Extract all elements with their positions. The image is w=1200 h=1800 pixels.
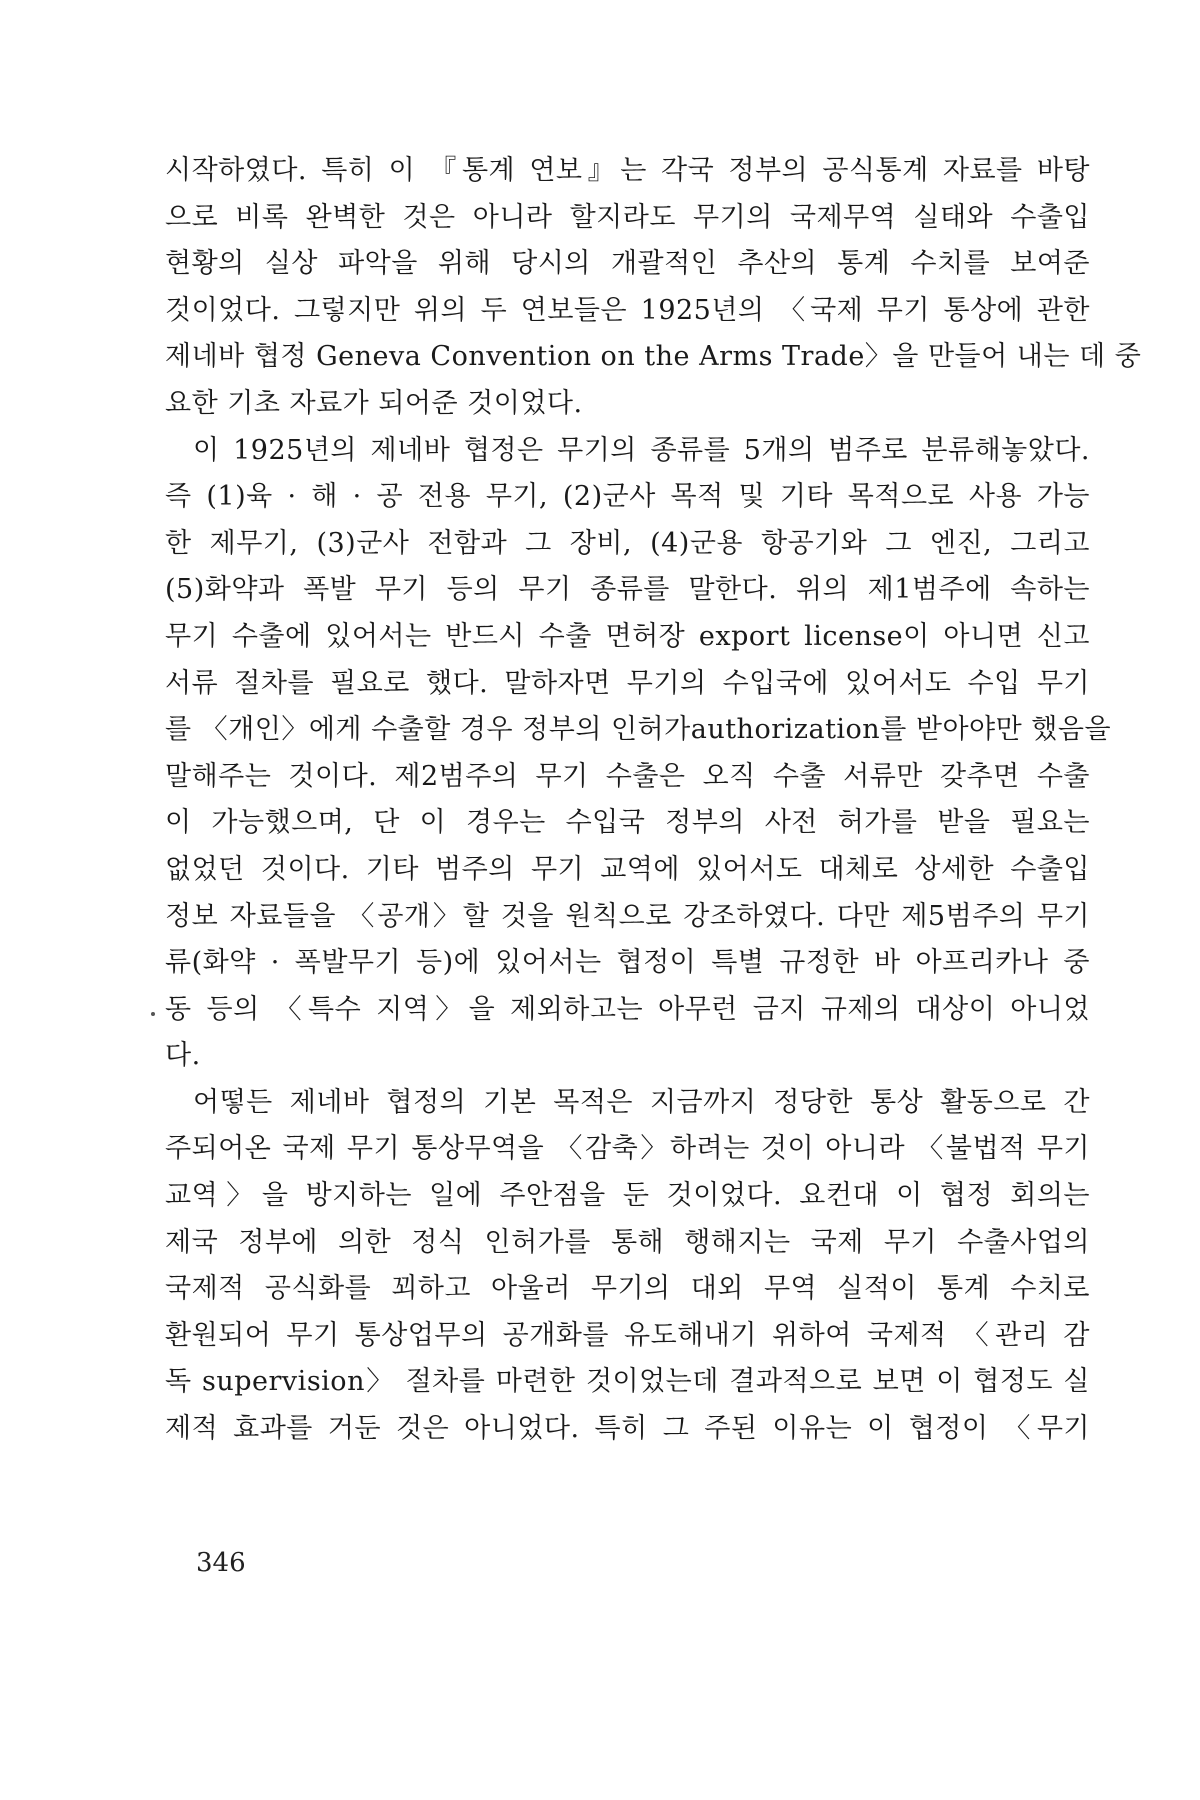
- text-line: 없었던 것이다. 기타 범주의 무기 교역에 있어서도 대체로 상세한 수출입: [165, 853, 1090, 885]
- text-line: 무기 수출에 있어서는 반드시 수출 면허장 export license이 아니면 신고: [165, 620, 1090, 652]
- text-line: 독 supervision〉 절차를 마련한 것이었는데 결과적으로 보면 이 협정도 실: [165, 1366, 1090, 1398]
- text-line: 말해주는 것이다. 제2범주의 무기 수출은 오직 수출 서류만 갖추면 수출: [165, 760, 1090, 792]
- text-line: 한 제무기, (3)군사 전함과 그 장비, (4)군용 항공기와 그 엔진, 그리고: [165, 527, 1090, 559]
- text-line: 제적 효과를 거둔 것은 아니었다. 특히 그 주된 이유는 이 협정이 〈무기: [165, 1413, 1090, 1445]
- text-line: 으로 비록 완벽한 것은 아니라 할지라도 무기의 국제무역 실태와 수출입: [165, 201, 1090, 233]
- text-line: 즉 (1)육 · 해 · 공 전용 무기, (2)군사 목적 및 기타 목적으로 사용 가능: [165, 481, 1090, 513]
- text-line: 동 등의 〈특수 지역〉을 제외하고는 아무런 금지 규제의 대상이 아니었: [165, 993, 1090, 1025]
- text-line: 환원되어 무기 통상업무의 공개화를 유도해내기 위하여 국제적 〈관리 감: [165, 1319, 1090, 1351]
- text-line: 제네바 협정 Geneva Convention on the Arms Trade〉을 만들어 내는 데 중: [165, 341, 1142, 373]
- text-line: 제국 정부에 의한 정식 인허가를 통해 행해지는 국제 무기 수출사업의: [165, 1226, 1090, 1258]
- text-line: (5)화약과 폭발 무기 등의 무기 종류를 말한다. 위의 제1범주에 속하는: [165, 574, 1090, 606]
- text-line: 정보 자료들을 〈공개〉할 것을 원칙으로 강조하였다. 다만 제5범주의 무기: [165, 900, 1090, 932]
- text-line: 주되어온 국제 무기 통상무역을 〈감축〉하려는 것이 아니라 〈불법적 무기: [165, 1133, 1090, 1165]
- text-line: 현황의 실상 파악을 위해 당시의 개괄적인 추산의 통계 수치를 보여준: [165, 248, 1090, 280]
- text-line: 교역〉을 방지하는 일에 주안점을 둔 것이었다. 요컨대 이 협정 회의는: [165, 1180, 1090, 1212]
- text-line: 류(화약 · 폭발무기 등)에 있어서는 협정이 특별 규정한 바 아프리카나 중: [165, 947, 1090, 979]
- body-text: [165, 148, 1142, 1453]
- text-line: 다.: [165, 1040, 201, 1072]
- text-line: 것이었다. 그렇지만 위의 두 연보들은 1925년의 〈국제 무기 통상에 관한: [165, 294, 1090, 326]
- text-line: 서류 절차를 필요로 했다. 말하자면 무기의 수입국에 있어서도 수입 무기: [165, 667, 1090, 699]
- text-line: 요한 기초 자료가 되어준 것이었다.: [165, 387, 583, 419]
- text-line: 국제적 공식화를 꾀하고 아울러 무기의 대외 무역 실적이 통계 수치로: [165, 1273, 1090, 1305]
- scan-speck: [151, 1012, 155, 1016]
- text-line: 를 〈개인〉에게 수출할 경우 정부의 인허가authorization를 받아야만 했음을: [165, 714, 1112, 746]
- text-line: 이 1925년의 제네바 협정은 무기의 종류를 5개의 범주로 분류해놓았다.: [193, 434, 1090, 466]
- text-line: 시작하였다. 특히 이 『통계 연보』는 각국 정부의 공식통계 자료를 바탕: [165, 155, 1090, 186]
- text-line: 어떻든 제네바 협정의 기본 목적은 지금까지 정당한 통상 활동으로 간: [193, 1086, 1090, 1118]
- text-line: 이 가능했으며, 단 이 경우는 수입국 정부의 사전 허가를 받을 필요는: [165, 807, 1090, 839]
- page-number: 346: [196, 1548, 246, 1578]
